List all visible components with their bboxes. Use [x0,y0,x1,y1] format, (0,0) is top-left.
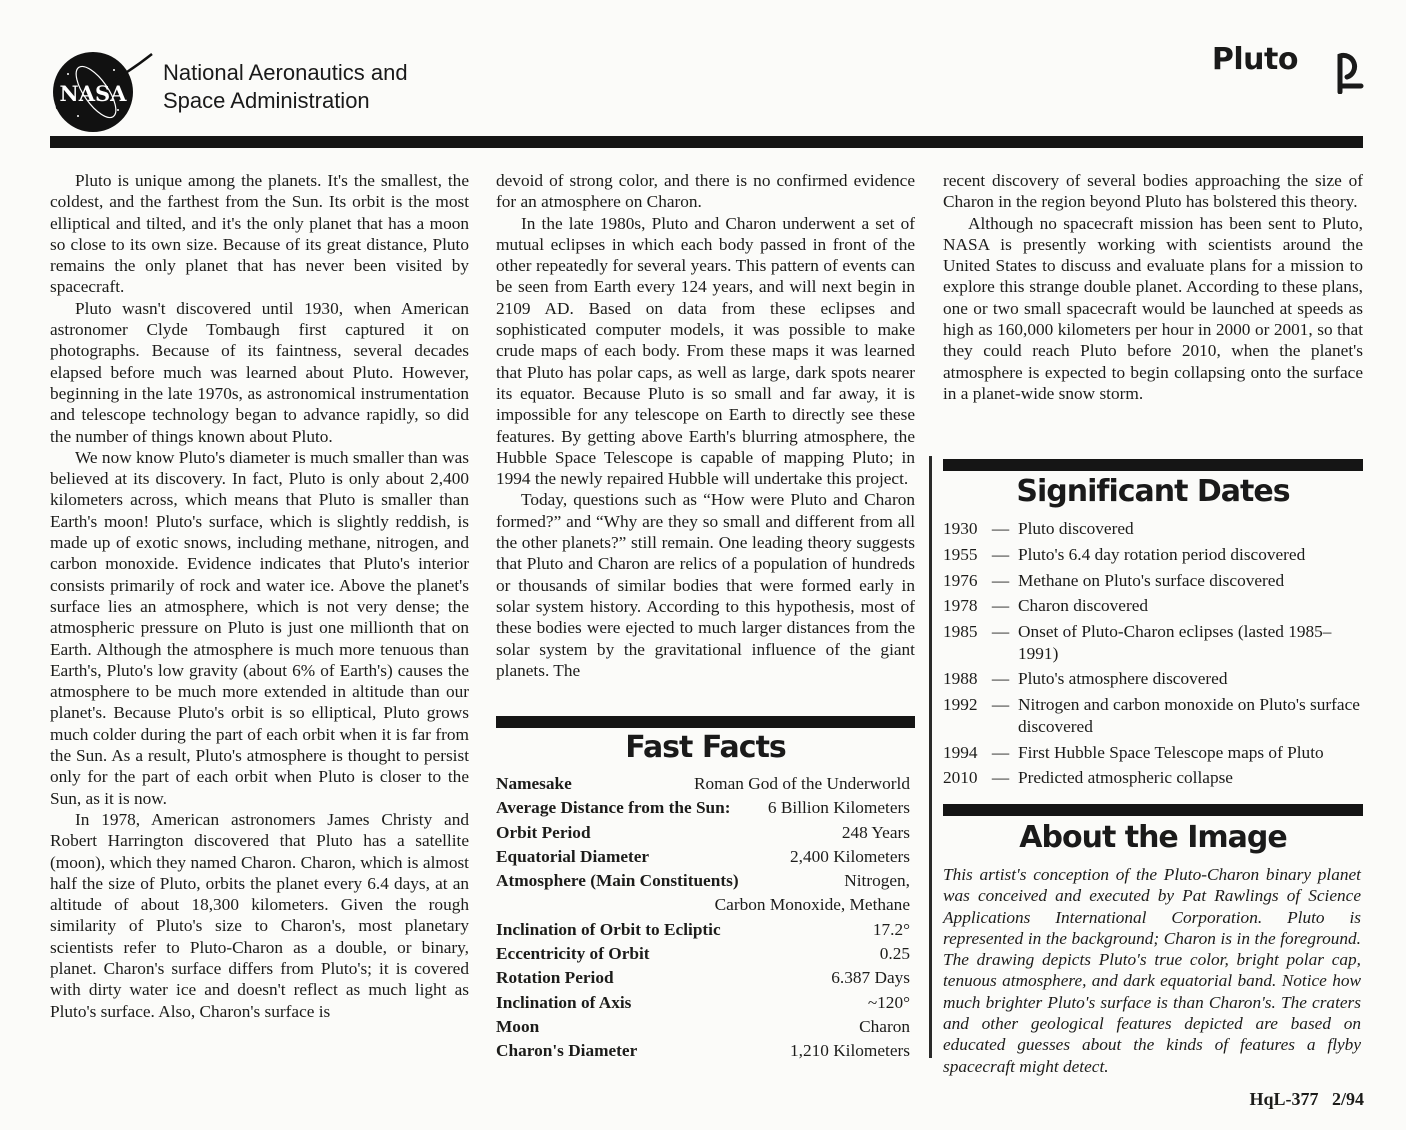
fact-label: Inclination of Orbit to Ecliptic [496,919,721,939]
fact-value: Nitrogen, [844,871,910,891]
date-row [943,544,1363,566]
date-dash: — [991,519,1010,538]
date-dash: — [991,570,1010,590]
date-row [943,518,1363,540]
agency-name [163,59,408,115]
fact-row [496,1015,910,1039]
fact-row [496,796,910,820]
article-column-2 [496,170,915,681]
fact-label: Charon's Diameter [496,1041,638,1061]
fact-row [496,991,910,1015]
paragraph: Pluto wasn't discovered until 1930, when American astronomer Clyde Tombaugh first captured it on photographs. Because of its faintness, several decades elapsed before much was learned about Pluto. However, beginning in the late 1970s, as astronomical instrumentation and telescope technology began to advance rapidly, so did the number of things known about Pluto. [50,298,469,446]
fast-facts-title: Fast Facts [625,730,786,765]
date-row [943,742,1363,764]
fact-value: 1,210 Kilometers [790,1041,910,1061]
date-row [943,570,1363,592]
paragraph: devoid of strong color, and there is no confirmed evidence for an atmosphere on Charon. [496,171,915,212]
date-dash: — [991,768,1010,788]
date-dash: — [991,596,1010,616]
fact-value: 2,400 Kilometers [790,846,910,866]
significant-dates-title: Significant Dates [1016,474,1290,509]
paragraph: recent discovery of several bodies approaching the size of Charon in the region beyond Pluto has bolstered this theory. [943,171,1363,212]
date-dash: — [991,544,1010,564]
date-event: Methane on Pluto's surface discovered [1018,570,1285,590]
fact-row [496,966,910,990]
fact-row [496,821,910,845]
date-event: Charon discovered [1018,596,1149,616]
fact-label: Orbit Period [496,822,591,842]
page-title: Pluto [1211,42,1298,77]
fact-value: 6.387 Days [831,968,910,988]
date-year: 1955 [943,544,978,564]
fact-row [496,845,910,869]
fact-row [496,942,910,966]
fact-value: 17.2° [872,919,910,939]
paragraph: Today, questions such as “How were Pluto and Charon formed?” and “Why are they so small and different from all the other planets?” still remain. One leading theory suggests that Pluto and Charon are relics of a population of hundreds or thousands of similar bodies that were formed early in solar system history. According to this hypothesis, most of these bodies were ejected to much larger distances from the solar system by the gravitational influence of the giant planets. The [496,490,915,680]
agency-name-line2: Space Administration [163,88,370,113]
date-year: 1976 [943,570,978,590]
date-dash: — [991,695,1010,715]
paragraph: In 1978, American astronomers James Christy and Robert Harrington discovered that Pluto has a satellite (moon), which they named Charon. Charon, which is almost half the size of Pluto, orbits the planet every 6.4 days, at an altitude of about 18,300 kilometers. Given the rough similarity of Pluto's size to Charon's, most planetary scientists refer to Pluto-Charon as a double, or binary, planet. Charon's surface differs from Pluto's; it is covered with dirty water ice and doesn't reflect as much light as Pluto's surface. Also, Charon's surface is [50,809,469,1021]
fact-row [496,869,910,893]
paragraph: Pluto is unique among the planets. It's the smallest, the coldest, and the farthest from the Sun. Its orbit is the most elliptical and tilted, and it's the only planet that has a moon so close to its own size. Because of its great distance, Pluto remains the only planet that has never been visited by spacecraft. [50,171,469,297]
date-row [943,694,1363,737]
fast-facts-divider [496,716,915,728]
date-year: 1988 [943,669,978,689]
fact-label: Average Distance from the Sun: [496,798,731,818]
page-header [0,0,1406,150]
document-footer [1249,1089,1364,1110]
date-event: First Hubble Space Telescope maps of Pluto [1018,742,1324,762]
fact-label: Eccentricity of Orbit [496,944,650,964]
about-image-title: About the Image [1019,820,1287,855]
document-id: HqL-377 [1249,1089,1319,1109]
date-event: Pluto discovered [1018,519,1134,538]
date-event: Pluto's atmosphere discovered [1018,669,1228,689]
date-dash: — [991,669,1010,689]
date-dash: — [991,742,1010,762]
fact-value-continued: Carbon Monoxide, Methane [714,895,910,915]
date-row [943,595,1363,617]
sidebar-vertical-rule [929,456,932,1058]
fact-label: Rotation Period [496,968,614,988]
date-row [943,767,1363,789]
date-event: Nitrogen and carbon monoxide on Pluto's surface discovered [1018,695,1360,736]
fact-label: Inclination of Axis [496,992,632,1012]
document-date: 2/94 [1331,1089,1364,1109]
significant-dates-divider [943,459,1363,471]
paragraph: In the late 1980s, Pluto and Charon underwent a set of mutual eclipses in which each body passed in front of the other repeatedly for several years. This pattern of events can be seen from Earth every 124 years, and will next begin in 2109 AD. Based on data from these eclipses and sophisticated computer models, it was possible to make crude maps of each body. From these maps it was learned that Pluto has polar caps, as well as large, dark spots nearer its equator. Because Pluto is so small and far away, it is impossible for any telescope on Earth to directly see these features. By getting above Earth's blurring atmosphere, the Hubble Space Telescope is capable of mapping Pluto; in 1994 the newly repaired Hubble will undertake this project. [496,213,915,489]
date-event: Pluto's 6.4 day rotation period discovered [1018,544,1306,564]
date-year: 2010 [943,768,978,788]
article-column-3 [943,170,1363,404]
about-image-text: This artist's conception of the Pluto-Charon binary planet was conceived and executed by Pat Rawlings of Science Applications International Corporation. Pluto is represented in the background; Charon is in the foreground. The drawing depicts Pluto's true color, bright polar cap, tenuous atmosphere, and dark equatorial band. Notice how much brighter Pluto's surface is than Charon's. The craters and other geological features depicted are based on educated guesses about the kinds of features a flyby spacecraft might detect. [943,865,1361,1076]
date-event: Predicted atmospheric collapse [1018,768,1233,788]
fact-value: 0.25 [879,944,910,964]
fact-row [496,918,910,942]
date-year: 1994 [943,742,978,762]
fact-label: Moon [496,1016,540,1036]
fact-value: 248 Years [841,822,910,842]
fact-row [496,772,910,796]
fact-value: Charon [859,1016,910,1036]
fast-facts-table [496,772,910,1064]
paragraph: We now know Pluto's diameter is much smaller than was believed at its discovery. In fact, Pluto is only about 2,400 kilometers across, which means that Pluto is smaller than Earth's moon! Pluto's surface, which is slightly reddish, is made up of exotic snows, including methane, nitrogen, and carbon monoxide. Evidence indicates that Pluto's interior consists primarily of rock and water ice. Above the planet's surface lies an atmosphere, which is not very dense; the atmospheric pressure on Pluto is just one millionth that on Earth. Although the atmosphere is much more tenuous than Earth's, Pluto's low gravity (about 6% of Earth's) causes the atmosphere to be much more extended in altitude than our planet's. Because Pluto's orbit is so elliptical, Pluto grows much colder during the part of each orbit when it is far from the Sun. As a result, Pluto's atmosphere is thought to persist only for the part of each orbit when Pluto is closer to the Sun, as it is now. [50,447,469,808]
about-image-divider [943,804,1363,816]
fact-label: Atmosphere (Main Constituents) [496,871,739,891]
agency-name-line1: National Aeronautics and [163,60,408,85]
paragraph: Although no spacecraft mission has been sent to Pluto, NASA is presently working with scientists around the United States to discuss and evaluate plans for a mission to explore this strange double planet. According to these plans, one or two small spacecraft would be launched at speeds as high as 160,000 kilometers per hour in 2000 or 2001, so that they could reach Pluto before 2010, when the planet's atmosphere is expected to begin collapsing onto the surface in a planet-wide snow storm. [943,213,1363,403]
date-year: 1985 [943,622,978,642]
article-column-1 [50,170,469,1022]
date-event: Onset of Pluto-Charon eclipses (lasted 1985–1991) [1018,622,1332,663]
fact-value: 6 Billion Kilometers [767,798,910,818]
significant-dates-list [943,518,1363,793]
date-year: 1992 [943,695,978,715]
date-dash: — [991,622,1010,642]
nasa-logo-text: NASA [59,81,127,106]
fact-value: Roman God of the Underworld [694,774,910,793]
date-year: 1978 [943,596,978,616]
date-row [943,621,1363,664]
fact-label: Equatorial Diameter [496,846,650,866]
fact-label: Namesake [496,774,572,793]
nasa-logo-icon [48,48,158,132]
fact-row [496,1039,910,1063]
date-year: 1930 [943,519,978,538]
date-row [943,668,1363,690]
fact-value: ~120° [867,992,910,1012]
header-divider [50,136,1363,148]
pluto-symbol-icon [1333,42,1367,94]
